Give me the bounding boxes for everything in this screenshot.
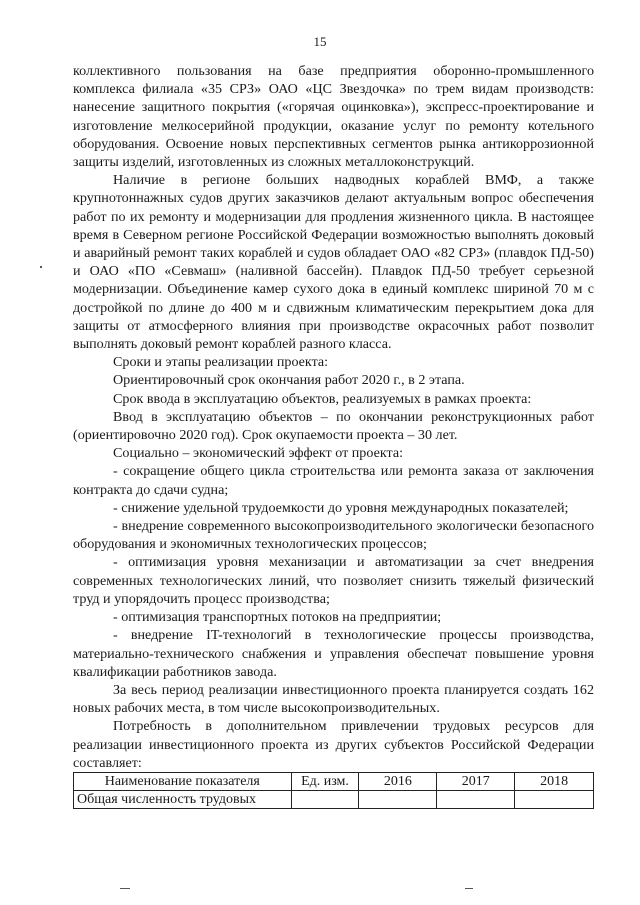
document-body [73, 62, 594, 809]
paragraph-commissioning: Ввод в эксплуатацию объектов – по окончании реконструкционных работ (ориентировочно 2020 год). Срок окупаемости проекта – 30 лет. [73, 408, 594, 444]
list-item: - оптимизация транспортных потоков на предприятии; [113, 609, 442, 626]
scan-mark [465, 888, 473, 889]
table-header-cell: 2017 [437, 772, 515, 790]
table-header-cell: 2018 [515, 772, 594, 790]
table-cell [359, 790, 437, 808]
list-item: - снижение удельной трудоемкости до уровня международных показателей; [113, 499, 569, 516]
table-cell [291, 790, 359, 808]
table-header-cell: Наименование показателя [74, 772, 292, 790]
paragraph-effect-heading: Социально – экономический эффект от проекта: [113, 445, 403, 462]
paragraph-ship-repair: Наличие в регионе больших надводных кораблей ВМФ, а также крупнотоннажных судов других заказчиков делают актуальным вопрос обеспечения работ по их ремонту и модернизации для продления жизненного цикла. В настоящее время в Северном регионе Российской Федерации возможностью выполнять доковый и аварийный ремонт таких кораблей и судов обладает ОАО «82 СРЗ» (плавдок ПД-50) и ОАО «ПО «Севмаш» (наливной бассейн). Плавдок ПД-50 требует серьезной модернизации. Объединение камер сухого дока в единый комплекс шириной 70 м с достройкой по длине до 400 м и сдвижным климатическим перекрытием дока для защиты от атмосферного влияния при производстве окрасочных работ позволит выполнять доковый ремонт кораблей разного класса. [73, 172, 594, 353]
table-header-cell: Ед. изм. [291, 772, 359, 790]
paragraph-completion-date: Ориентировочный срок окончания работ 2020 г., в 2 этапа. [113, 372, 465, 389]
list-item: - внедрение современного высокопроизводительного экологически безопасного оборудования и экономичных технологических процессов; [73, 518, 594, 553]
list-item: - оптимизация уровня механизации и автоматизации за счет внедрения современных технологических линий, что позволяет снизить тяжелый физический труд и упорядочить процесс производства; [73, 554, 594, 607]
labor-table [73, 772, 594, 809]
table-cell: Общая численность трудовых [74, 790, 292, 808]
table-cell [437, 790, 515, 808]
list-item: - сокращение общего цикла строительства или ремонта заказа от заключения контракта до сдачи судна; [73, 463, 594, 498]
table-cell [515, 790, 594, 808]
table-header-cell: 2016 [359, 772, 437, 790]
paragraph-new-jobs: За весь период реализации инвестиционного проекта планируется создать 162 новых рабочих места, в том числе высокопроизводительных. [73, 681, 594, 717]
paragraph-continuation: коллективного пользования на базе предприятия оборонно-промышленного комплекса филиала «35 СРЗ» ОАО «ЦС Звездочка» по трем видам производств: нанесение защитного покрытия («горячая оцинковка»), экспресс-проектирование и изготовление мелкосерийной продукции, оказание услуг по ремонту котельного оборудования. Освоение новых перспективных сегментов рынка антикоррозионной защиты изделий, изготовленных из сложных металлоконструкций. [73, 63, 594, 171]
scan-mark [40, 266, 42, 268]
scan-mark [120, 888, 130, 889]
page-number: 15 [313, 34, 327, 49]
paragraph-commissioning-heading: Срок ввода в эксплуатацию объектов, реализуемых в рамках проекта: [113, 390, 532, 407]
list-item: - внедрение IT-технологий в технологические процессы производства, материально-технического снабжения и управления обеспечат повышение уровня квалификации работников завода. [73, 627, 594, 680]
paragraph-timeline-heading: Сроки и этапы реализации проекта: [113, 354, 329, 371]
paragraph-labor-demand: Потребность в дополнительном привлечении трудовых ресурсов для реализации инвестиционного проекта из других субъектов Российской Федерации составляет: [73, 718, 594, 771]
table-row [74, 790, 594, 808]
table-header-row [74, 772, 594, 790]
